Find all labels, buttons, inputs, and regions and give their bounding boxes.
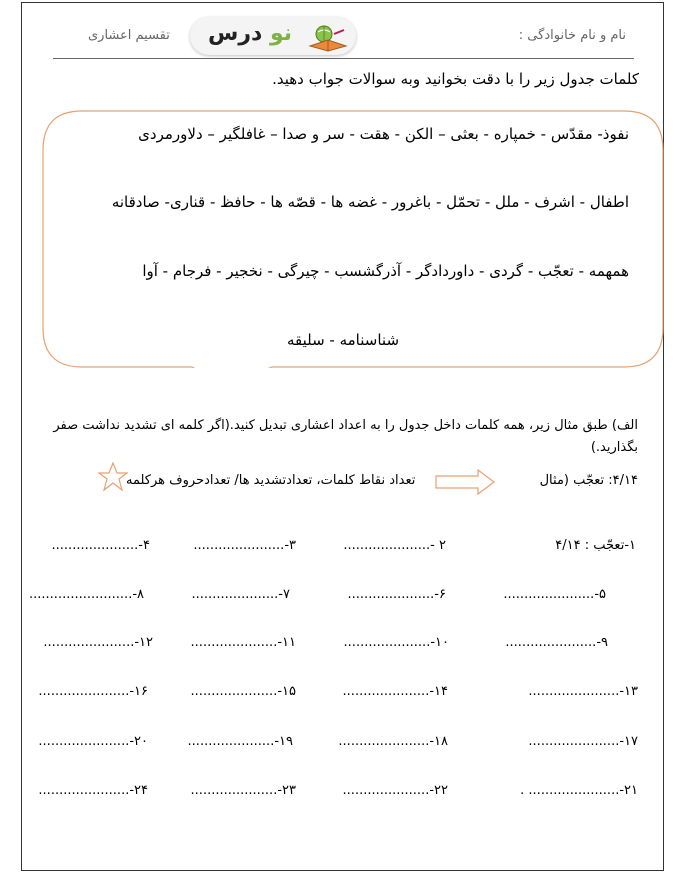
question-text: الف) طبق مثال زیر، همه کلمات داخل جدول را به اعداد اعشاری تبدیل کنید.(اگر کلمه ای تشدید نداشت صفر بگذارید.): [53, 418, 638, 455]
word-row-4: شناسنامه - سلیقه: [286, 331, 400, 349]
instruction-text: کلمات جدول زیر را با دقت بخوانید وبه سوالات جواب دهید.: [272, 70, 639, 88]
answer-5: ۵-......................: [503, 587, 606, 602]
word-table-bubble: [42, 110, 664, 368]
answer-10: ۱۰-.....................: [343, 635, 449, 650]
answer-15: ۱۵-.....................: [190, 684, 296, 699]
answer-19: ۱۹-.....................: [187, 734, 293, 749]
answer-11: ۱۱-.....................: [190, 635, 296, 650]
answer-12: ۱۲-......................: [43, 635, 153, 650]
example-text: ۴/۱۴: تعجّب (مثال: [539, 473, 638, 488]
answer-4: ۴-.....................: [51, 538, 150, 553]
book-globe-icon: [308, 20, 352, 52]
word-row-2: اطفال - اشرف - ملل - تحمّل - باغرور - غضه ها - قصّه ها - حافظ - قناری- صادقانه: [111, 193, 629, 211]
answer-16: ۱۶-......................: [38, 684, 148, 699]
word-row-3: همهمه - تعجّب - گردی - داوردادگر - آذرگشسب - چیرگی - نخجیر - فرجام - آوا: [142, 262, 629, 280]
header-divider: [53, 58, 634, 59]
word-row-1: نفوذ- مقدّس - خمپاره - بعثی – الکن - هقت - سر و صدا – غافلگیر – دلاورمردی: [138, 125, 629, 143]
answer-23: ۲۳-.....................: [190, 783, 296, 798]
answer-6: ۶-.....................: [347, 587, 446, 602]
answer-1: ۱-تعجّب : ۴/۱۴: [555, 538, 636, 553]
worksheet-topic: تقسیم اعشاری: [88, 28, 170, 43]
answer-2: ۲ -.....................: [343, 538, 446, 553]
answer-24: ۲۴-......................: [38, 783, 148, 798]
logo-text: [208, 21, 292, 46]
answer-13: ۱۳-......................: [528, 684, 638, 699]
site-logo: [190, 17, 356, 55]
student-name-label: نام و نام خانوادگی :: [518, 28, 626, 43]
right-arrow-icon: [434, 469, 496, 495]
legend-text: تعداد نقاط کلمات، تعدادتشدید ها/ تعدادحروف هرکلمه: [126, 473, 416, 488]
answer-3: ۳-......................: [193, 538, 296, 553]
logo-text-part2: درس: [208, 21, 263, 46]
answer-14: ۱۴-.....................: [342, 684, 448, 699]
logo-text-part1: نو: [269, 21, 293, 46]
answer-7: ۷-.....................: [191, 587, 290, 602]
answer-18: ۱۸-......................: [338, 734, 448, 749]
answer-9: ۹-......................: [505, 635, 608, 650]
answer-21: ۲۱-...................... .: [520, 783, 638, 798]
answer-22: ۲۲-.....................: [342, 783, 448, 798]
answer-20: ۲۰-......................: [38, 734, 148, 749]
answer-8: ۸-.........................: [29, 587, 144, 602]
star-icon: [98, 462, 128, 492]
answer-17: ۱۷-......................: [528, 734, 638, 749]
